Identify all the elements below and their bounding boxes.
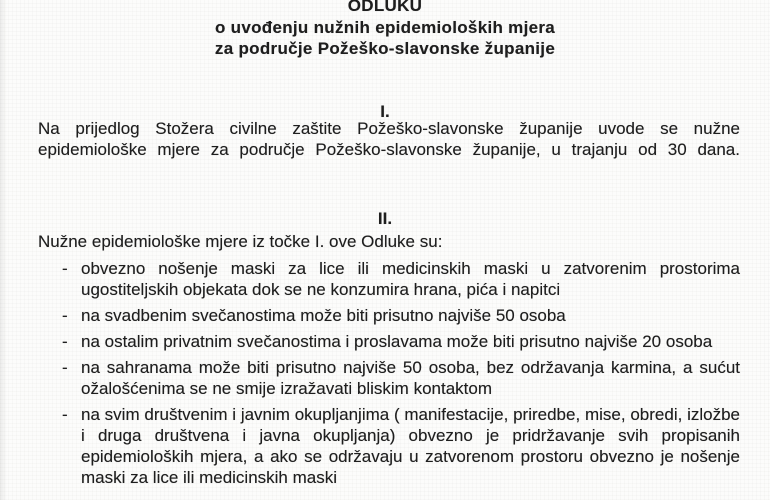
bullet-dash: - <box>62 332 68 351</box>
bullet-dash: - <box>62 306 68 325</box>
section-i-paragraph <box>38 118 740 160</box>
paragraph-line: epidemiološke mjere za područje Požeško-slavonske županije, u trajanju od 30 dana. <box>38 140 740 159</box>
bullet-dash: - <box>62 259 68 278</box>
document-title <box>0 0 770 60</box>
list-item <box>38 331 740 352</box>
paragraph-line: Na prijedlog Stožera civilne zaštite Požeško-slavonske županije uvode se nužne <box>38 119 740 138</box>
list-item-text: na svim društvenim i javnim okupljanjima ( manifestacije, priredbe, mise, obredi, izložbe i druga društvena i javna okupljanja) obvezno je pridržavanje svih propisanih epidemioloških mjera, a ako se održavaju u zatvorenom prostoru obvezno je nošenje maski za lice ili medicinskih maski <box>81 405 740 487</box>
list-item-text: na svadbenim svečanostima može biti prisutno najviše 50 osoba <box>81 306 566 325</box>
list-item-text: obvezno nošenje maski za lice ili medicinskih maski u zatvorenim prostorima ugostiteljskih objekata dok se ne konzumira hrana, pića i napitci <box>81 259 740 299</box>
list-item-text: na sahranama može biti prisutno najviše 50 osoba, bez održavanja karmina, a sućut ožalošćenima se ne smije izražavati bliskim kontaktom <box>81 358 740 398</box>
list-item-text: na ostalim privatnim svečanostima i proslavama može biti prisutno najviše 20 osoba <box>81 332 713 351</box>
list-item <box>38 258 740 300</box>
list-item <box>38 357 740 399</box>
section-number-i: I. <box>380 102 390 121</box>
title-line-1: ODLUKU <box>347 0 423 15</box>
title-line-3: za područje Požeško-slavonske županije <box>214 39 556 58</box>
section-number-ii: II. <box>377 209 393 228</box>
title-line-2: o uvođenju nužnih epidemioloških mjera <box>214 17 556 37</box>
bullet-dash: - <box>62 405 68 424</box>
measures-intro: Nužne epidemiološke mjere iz točke I. ove Odluke su: <box>38 232 443 251</box>
list-item <box>38 404 740 488</box>
measures-list <box>38 258 740 493</box>
bullet-dash: - <box>62 358 68 377</box>
list-item <box>38 305 740 326</box>
